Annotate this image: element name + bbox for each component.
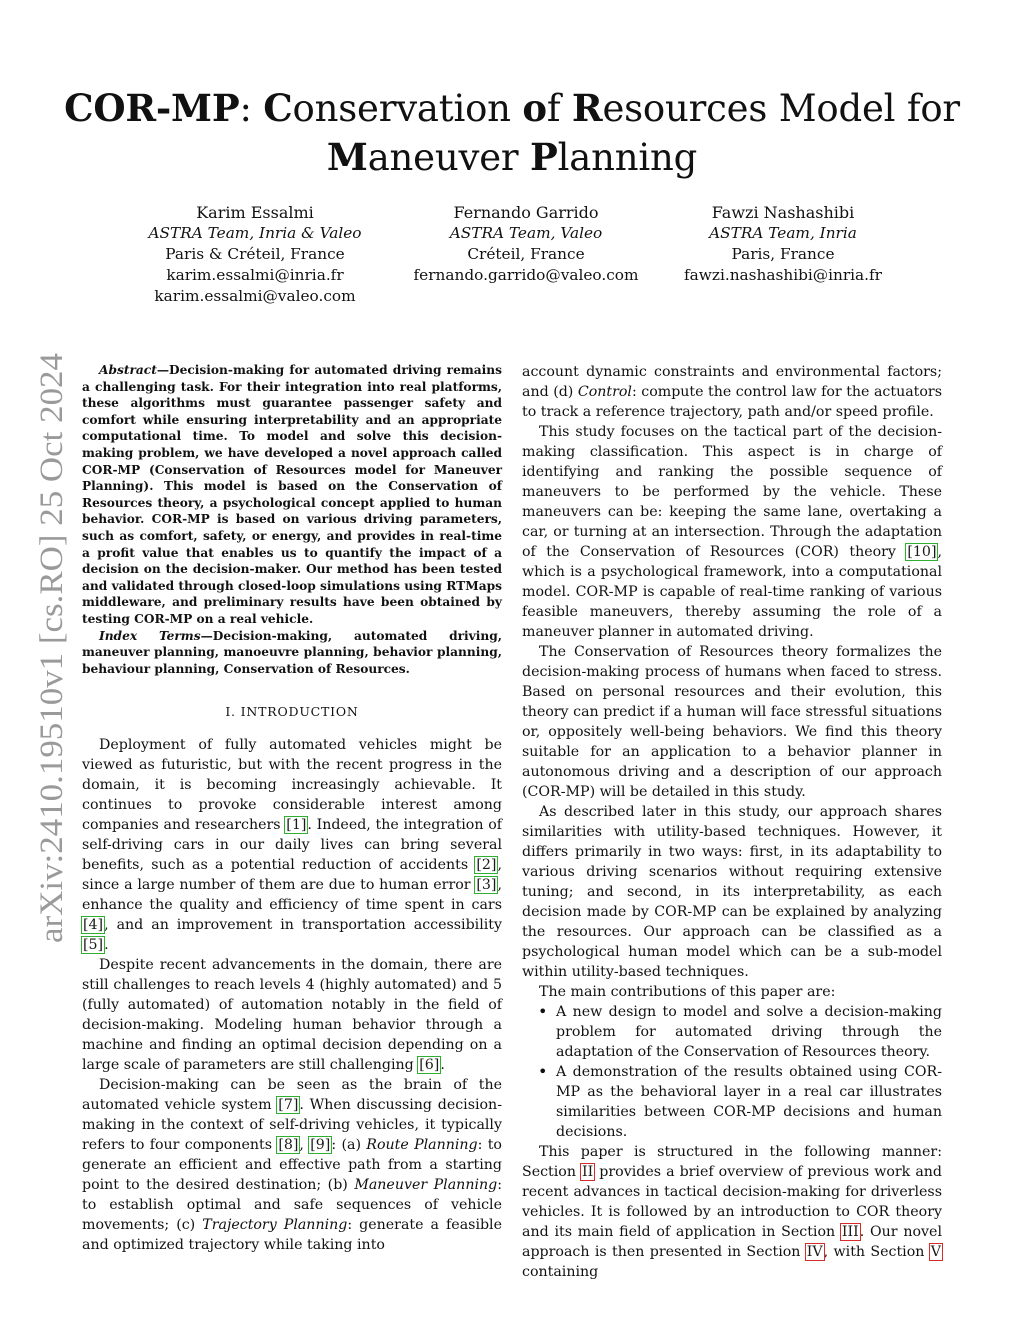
text-run: provides a brief overview of previous work and recent advances in tactical decision-making for driverless vehicles. It is followed by an introduction to COR theory and its main field of application in Section xyxy=(522,1164,942,1240)
contribution-item: • A new design to model and solve a decision-making problem for automated driving through the adaptation of the Conservation of Resources theory. xyxy=(556,1002,942,1062)
title-fragment: C xyxy=(263,86,293,130)
text-run: As described later in this study, our approach shares similarities with utility-based techniques. However, it differs primarily in two ways: first, in its adaptability to various driving scenarios without requiring extensive tuning; and second, in its interpretability, as each decision made by COR-MP can be explained by analyzing the resources. Our approach can be classified as a psychological human model which can be a sub-model within utility-based techniques. xyxy=(522,804,942,980)
author-location: Paris & Créteil, France xyxy=(165,245,345,263)
index-terms xyxy=(82,628,502,678)
text-run: . Indeed, the integration of self-driving cars in our daily lives can bring several benefits, such as a potential reduction of accidents xyxy=(82,817,502,874)
citation-link[interactable]: [6] xyxy=(419,1057,440,1074)
text-run: , with Section xyxy=(823,1244,930,1260)
body-paragraph xyxy=(522,802,942,982)
right-final-paragraph xyxy=(522,1142,942,1282)
body-paragraph xyxy=(82,1075,502,1255)
section-ref-link[interactable]: II xyxy=(582,1164,594,1180)
text-run: account dynamic constraints and environmental factors; and (d) xyxy=(522,364,942,400)
body-paragraph xyxy=(522,982,942,1002)
contributions-list xyxy=(522,1002,942,1142)
section-title-rest: NTRODUCTION xyxy=(246,704,359,720)
text-run: : to generate an efficient and effective path from a starting point to the desired destination; (b) xyxy=(82,1137,502,1194)
abstract xyxy=(82,362,502,628)
citation-link[interactable]: [2] xyxy=(476,857,497,874)
citation-link[interactable]: [7] xyxy=(278,1097,299,1114)
text-run: Despite recent advancements in the domain, there are still challenges to reach levels 4 (highly automated) and 5 (fully automated) of automation notably in the field of decision-making. Modeling human behavior through a machine and finding an optimal decision depending on a large scale of parameters are still challenging xyxy=(82,957,502,1074)
title-fragment: onservation xyxy=(292,87,523,130)
text-run: . xyxy=(440,1057,445,1074)
text-run: , and an improvement in transportation accessibility xyxy=(104,917,502,934)
author-block xyxy=(376,202,676,286)
section-ref-link[interactable]: V xyxy=(930,1244,941,1260)
citation-link[interactable]: [1] xyxy=(286,817,307,834)
abstract-text: —Decision-making for automated driving remains a challenging task. For their integration into real platforms, these algorithms must guarantee passenger safety and comfort while ensuring interpretability and an appropriate computational time. To model and solve this decision-making problem, we have developed a novel approach called COR-MP (Conservation of Resources model for Maneuver Planning). This model is based on the Conservation of Resources theory, a psychological concept applied to human behavior. COR-MP is based on various driving parameters, such as comfort, safety, or energy, and provides in real-time a profit value that enables us to quantify the impact of a decision on the decision-maker. Our method has been tested and validated through closed-loop simulations using RTMaps middleware, and preliminary results have been obtained by testing COR-MP on a real vehicle. xyxy=(82,363,502,626)
text-run: . When discussing decision-making in the context of self-driving vehicles, it typically refers to four components xyxy=(82,1097,502,1154)
arxiv-identifier: arXiv:2410.19510v1 [cs.RO] 25 Oct 2024 xyxy=(34,394,70,943)
body-paragraph xyxy=(522,362,942,422)
author-affiliation: ASTRA Team, Valeo xyxy=(449,224,603,242)
italic-term: Route Planning xyxy=(366,1137,478,1154)
body-paragraph xyxy=(522,642,942,802)
title-fragment: esources Model for xyxy=(602,87,960,130)
text-run: : (a) xyxy=(331,1137,367,1154)
title-line-2 xyxy=(60,133,964,182)
section-numeral: I. xyxy=(225,704,241,720)
text-run: : generate a feasible and optimized trajectory while taking into xyxy=(82,1217,502,1254)
title-fragment: f xyxy=(546,87,572,130)
index-terms-text: —Decision-making, automated driving, maneuver planning, manoeuvre planning, behavior planning, behaviour planning, Conservation of Resources. xyxy=(82,628,503,676)
citation-link[interactable]: [9] xyxy=(310,1137,331,1154)
body-paragraph xyxy=(82,955,502,1075)
author-email: fawzi.nashashibi@inria.fr xyxy=(684,266,882,284)
author-name: Fernando Garrido xyxy=(453,203,599,222)
text-run: . xyxy=(104,937,109,954)
citation-link[interactable]: [3] xyxy=(476,877,497,894)
author-email: fernando.garrido@valeo.com xyxy=(413,266,639,284)
text-run: This paper is structured in the following manner: Section xyxy=(522,1144,942,1180)
text-run: , since a large number of them are due to human error xyxy=(82,857,502,894)
author-block xyxy=(105,202,405,307)
title-fragment: lanning xyxy=(557,136,698,179)
italic-term: Maneuver Planning xyxy=(354,1177,498,1194)
italic-term: Trajectory Planning xyxy=(202,1217,348,1234)
title-fragment: P xyxy=(529,135,558,179)
author-affiliation: ASTRA Team, Inria & Valeo xyxy=(148,224,362,242)
title-fragment: COR-MP xyxy=(64,86,240,130)
citation-link[interactable]: [5] xyxy=(83,937,104,954)
right-column xyxy=(522,362,942,1282)
section-ref-link[interactable]: III xyxy=(841,1224,859,1240)
citation-link[interactable]: [8] xyxy=(278,1137,299,1154)
author-name: Karim Essalmi xyxy=(196,203,314,222)
text-run: containing xyxy=(522,1264,599,1280)
left-column xyxy=(82,362,502,1255)
body-paragraph xyxy=(82,735,502,955)
text-run: The Conservation of Resources theory formalizes the decision-making process of humans when faced to stress. Based on personal resources and their evolution, this theory can predict if a human will face stressful situations or, oppositely well-being behaviors. We find this theory suitable for an application to a behavior planner in autonomous driving and a description of our approach (COR-MP) will be detailed in this study. xyxy=(522,644,942,800)
introduction-body xyxy=(82,735,502,1255)
title-fragment: M xyxy=(326,135,368,179)
author-email: karim.essalmi@valeo.com xyxy=(154,287,356,305)
title-fragment: R xyxy=(571,86,603,130)
citation-link[interactable]: [10] xyxy=(907,544,937,560)
right-body xyxy=(522,362,942,1002)
title-fragment: : xyxy=(239,87,264,130)
citation-link[interactable]: [4] xyxy=(83,917,104,934)
abstract-label: Abstract xyxy=(99,363,157,377)
author-name: Fawzi Nashashibi xyxy=(711,203,855,222)
section-ref-link[interactable]: IV xyxy=(806,1244,823,1260)
italic-term: Control xyxy=(577,384,632,400)
text-run: : to establish optimal and safe sequences of vehicle movements; (c) xyxy=(82,1177,502,1234)
arxiv-sidebar xyxy=(26,350,76,945)
body-paragraph xyxy=(522,1142,942,1282)
text-run: , which is a psychological framework, into a computational model. COR-MP is capable of real-time ranking of various feasible maneuvers, thereby assuming the role of a maneuver planner in automated driving. xyxy=(522,544,942,640)
text-run: , xyxy=(299,1137,310,1154)
text-run: Deployment of fully automated vehicles might be viewed as futuristic, but with the recent progress in the domain, it is becoming increasingly achievable. It continues to provoke considerable interest among companies and researchers xyxy=(82,737,502,834)
section-heading xyxy=(82,702,502,722)
paper-title xyxy=(60,84,964,182)
body-paragraph xyxy=(522,422,942,642)
title-fragment: aneuver xyxy=(367,136,530,179)
text-run: , enhance the quality and efficiency of time spent in cars xyxy=(82,877,502,914)
author-email: karim.essalmi@inria.fr xyxy=(166,266,344,284)
title-line-1 xyxy=(60,84,964,133)
title-fragment: o xyxy=(522,86,547,130)
contribution-item: • A demonstration of the results obtained using COR-MP as the behavioral layer in a real car illustrates similarities between COR-MP decisions and human decisions. xyxy=(556,1062,942,1142)
text-run: This study focuses on the tactical part of the decision-making classification. This aspect is in charge of identifying and ranking the possible sequence of maneuvers to be performed by the vehicle. These maneuvers can be: keeping the same lane, overtaking a car, or turning at an intersection. Through the adaptation of the Conservation of Resources (COR) theory xyxy=(522,424,942,560)
text-run: . Our novel approach is then presented in Section xyxy=(522,1224,942,1260)
author-location: Paris, France xyxy=(731,245,835,263)
index-terms-label: Index Terms xyxy=(99,628,201,643)
author-location: Créteil, France xyxy=(467,245,585,263)
section-title-initial: I xyxy=(240,704,247,720)
text-run: : compute the control law for the actuators to track a reference trajectory, path and/or speed profile. xyxy=(522,384,942,420)
text-run: The main contributions of this paper are: xyxy=(539,984,836,1000)
author-block xyxy=(633,202,933,286)
text-run: Decision-making can be seen as the brain of the automated vehicle system xyxy=(82,1077,502,1114)
author-affiliation: ASTRA Team, Inria xyxy=(709,224,857,242)
